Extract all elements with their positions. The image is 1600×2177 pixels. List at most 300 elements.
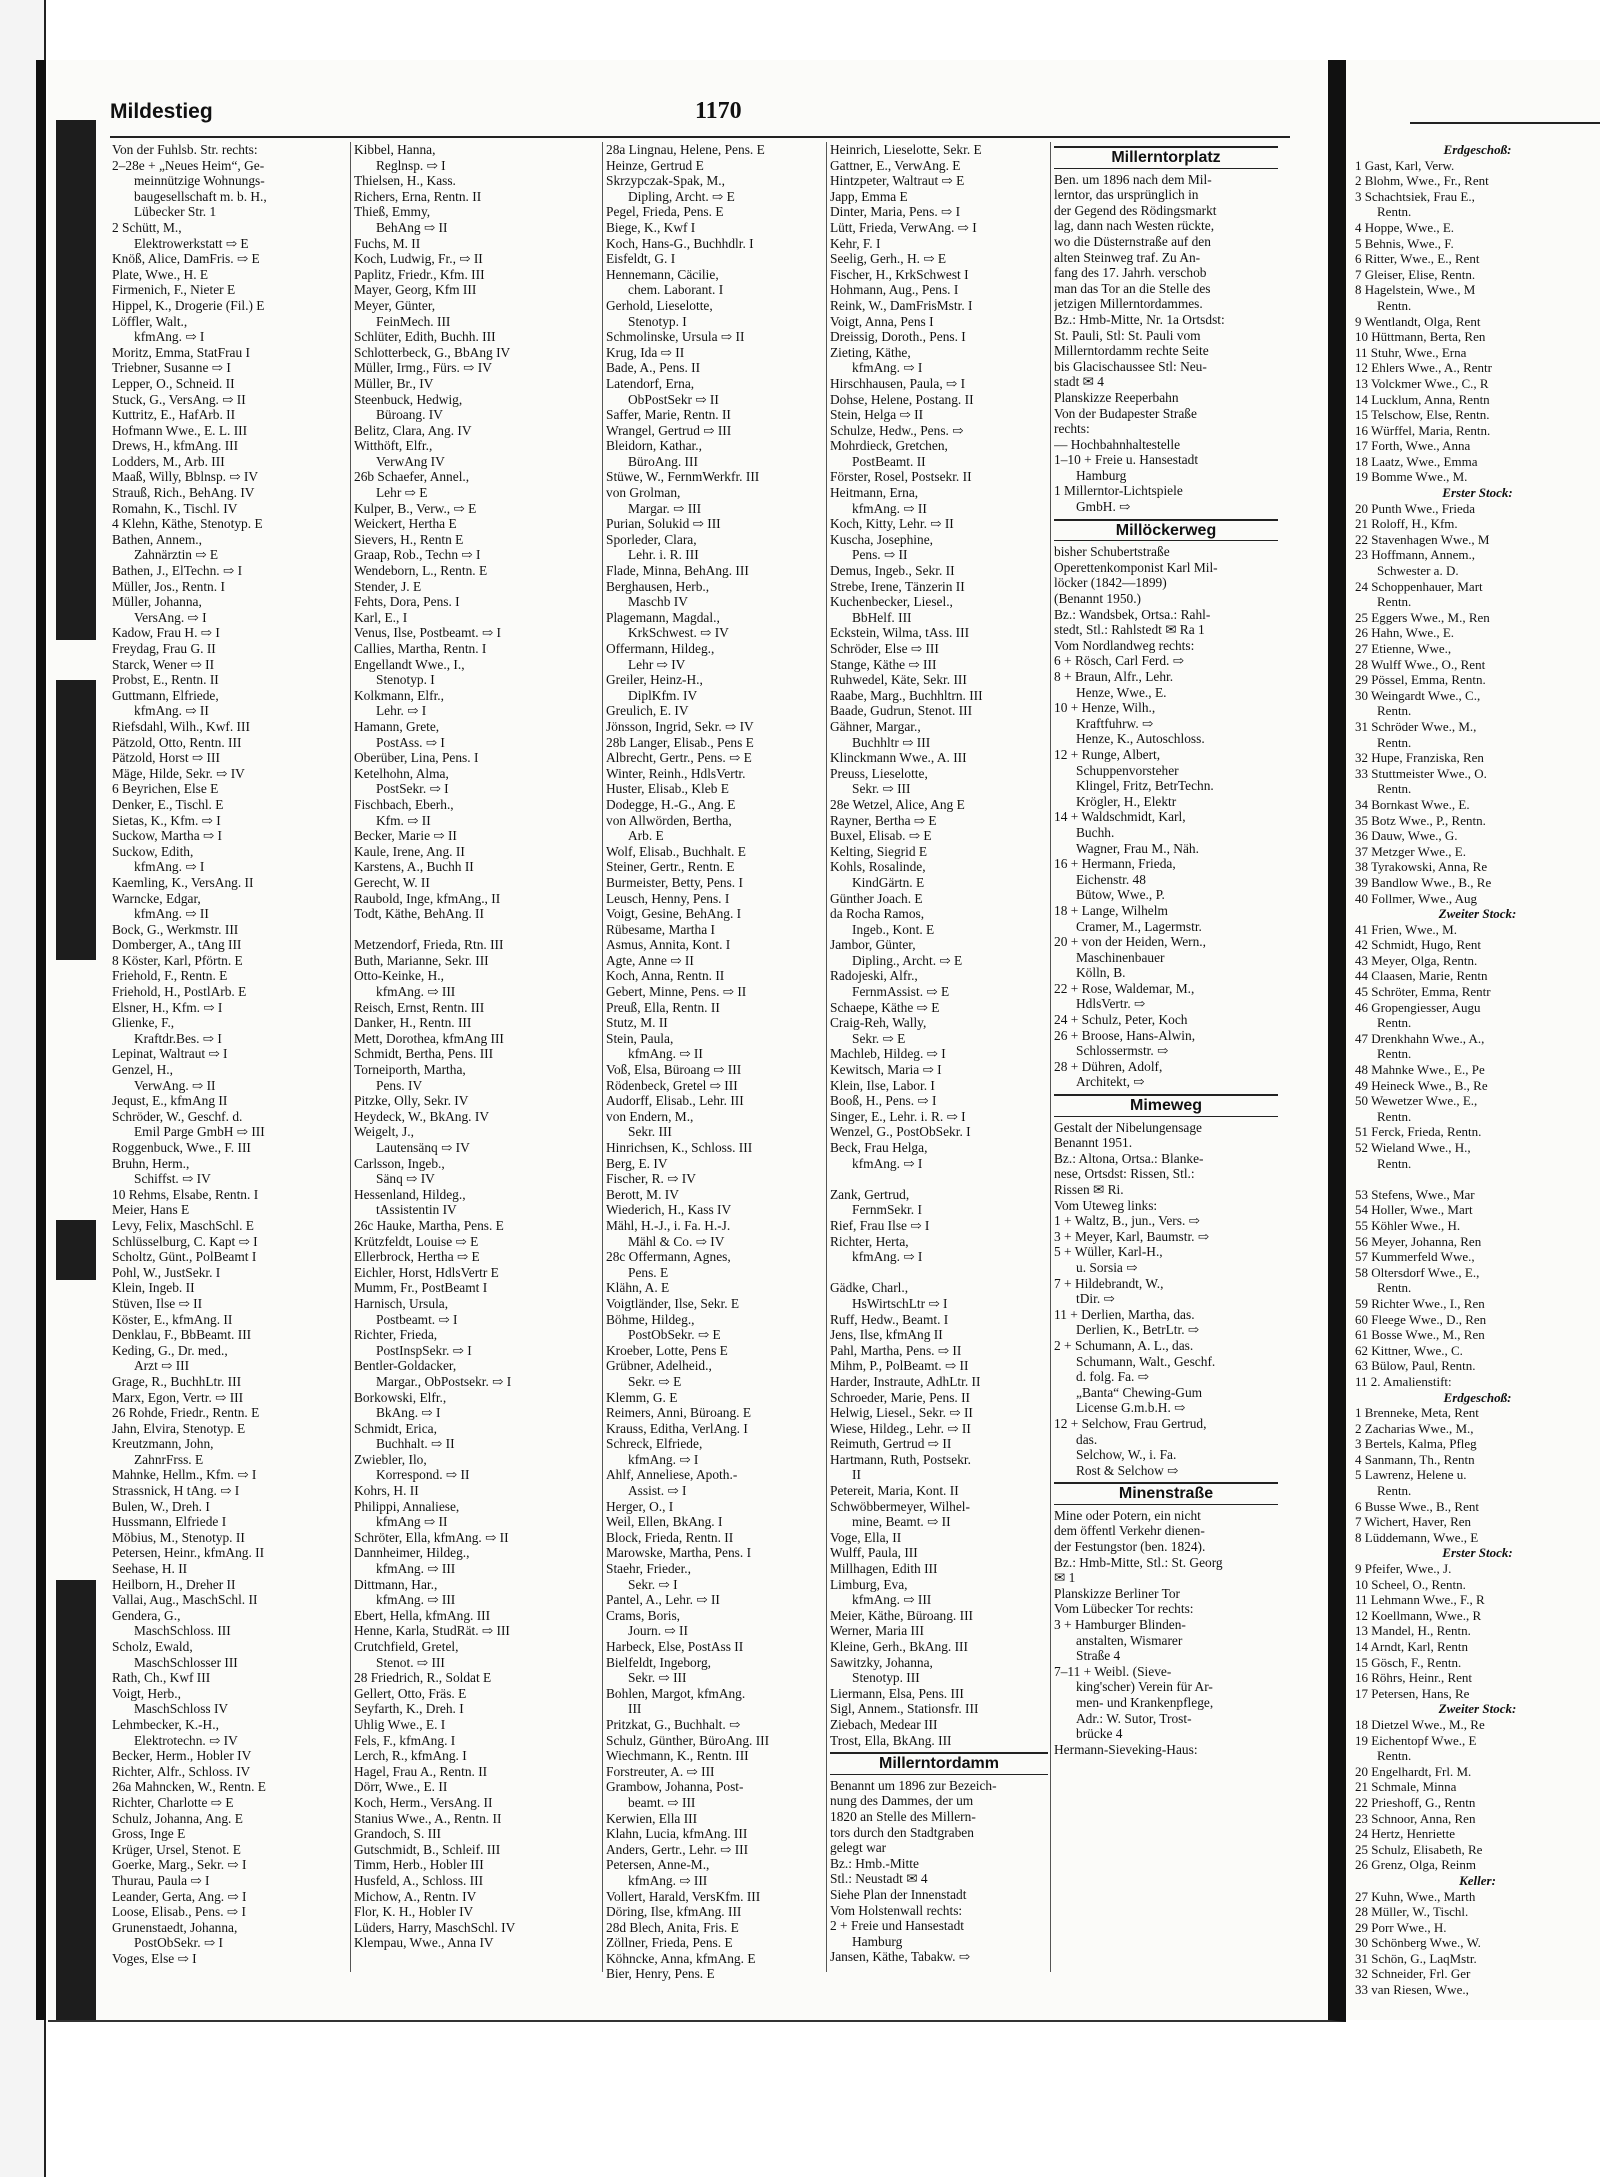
directory-entry: Triebner, Susanne ⇨ I xyxy=(112,360,231,376)
directory-entry: Elektrowerkstatt ⇨ E xyxy=(134,235,249,251)
directory-entry: Lüders, Harry, MaschSchl. IV xyxy=(354,1919,516,1935)
directory-entry: Goerke, Marg., Sekr. ⇨ I xyxy=(112,1857,247,1873)
directory-entry: Bielfeldt, Ingeborg, xyxy=(606,1654,711,1670)
directory-entry: Borkowski, Elfr., xyxy=(354,1389,447,1405)
directory-entry: ObPostSekr ⇨ II xyxy=(628,391,719,407)
directory-entry: d. folg. Fa. ⇨ xyxy=(1076,1369,1149,1385)
directory-entry: Scholtz, Günt., PolBeamt I xyxy=(112,1249,257,1265)
directory-entry: Heitmann, Erna, xyxy=(830,485,919,501)
directory-entry: Zahnärztin ⇨ E xyxy=(134,547,219,563)
directory-entry: Lodders, M., Arb. III xyxy=(112,453,225,469)
directory-entry: kfmAng. ⇨ II xyxy=(134,906,209,922)
resident-entry: 26 Hahn, Wwe., E. xyxy=(1355,625,1455,641)
directory-entry: 14 + Waldschmidt, Karl, xyxy=(1054,809,1186,825)
resident-entry: 34 Bornkast Wwe., E. xyxy=(1355,796,1470,812)
directory-entry: Radojeski, Alfr., xyxy=(830,968,918,984)
directory-entry: Leusch, Henny, Pens. I xyxy=(606,890,730,906)
directory-entry: Pahl, Martha, Pens. ⇨ II xyxy=(830,1342,962,1358)
resident-entry: 16 Röhrs, Heinr., Rent xyxy=(1355,1670,1472,1686)
directory-entry: Hinrichsen, K., Schloss. III xyxy=(606,1140,753,1155)
directory-entry: Rödenbeck, Gretel ⇨ III xyxy=(606,1077,738,1093)
directory-entry: nese, Ortsdst: Rissen, Stl.: xyxy=(1054,1166,1195,1182)
directory-entry: Moritz, Emma, StatFrau I xyxy=(112,344,250,360)
directory-entry: Heinrich, Lieselotte, Sekr. E xyxy=(830,142,982,157)
directory-entry: Timm, Herb., Hobler III xyxy=(354,1857,484,1873)
directory-entry: Lütt, Frieda, VerwAng. ⇨ I xyxy=(830,219,977,235)
directory-entry: FernmAssist. ⇨ E xyxy=(852,984,950,1000)
directory-entry: Müller, Irmg., Fürs. ⇨ IV xyxy=(354,360,492,376)
directory-entry: Fischbach, Eberh., xyxy=(354,796,454,812)
directory-entry: Witthöft, Elfr., xyxy=(354,438,433,454)
directory-entry: Suckow, Edith, xyxy=(112,843,194,859)
directory-entry: 5 + Wüller, Karl-H., xyxy=(1054,1244,1163,1260)
directory-entry: Forstreuter, A. ⇨ III xyxy=(606,1763,715,1779)
directory-entry: 28 + Dühren, Adolf, xyxy=(1054,1058,1163,1074)
directory-entry: Postbeamt. ⇨ I xyxy=(376,1311,458,1327)
resident-entry: 21 Schmale, Minna xyxy=(1355,1779,1457,1795)
directory-entry: Schuppenvorsteher xyxy=(1076,762,1179,778)
directory-entry: rechts: xyxy=(1054,421,1090,437)
directory-entry: Stenotyp. III xyxy=(852,1670,920,1686)
directory-column-5 xyxy=(1054,142,1278,1982)
directory-entry: da Rocha Ramos, xyxy=(830,906,925,922)
directory-entry: Wagner, Frau M., Näh. xyxy=(1076,840,1199,856)
directory-entry: Dipling, Archt. ⇨ E xyxy=(628,188,735,204)
directory-entry: Winter, Reinh., HdlsVertr. xyxy=(606,765,746,781)
directory-entry: Anders, Gertr., Lehr. ⇨ III xyxy=(606,1841,749,1857)
directory-entry: Buchhalt. ⇨ II xyxy=(376,1436,455,1452)
directory-entry: „Banta“ Chewing-Gum xyxy=(1076,1384,1203,1400)
directory-entry: Buchh. xyxy=(1076,824,1115,840)
directory-entry: Werner, Maria III xyxy=(830,1623,924,1639)
resident-entry: 1 Brenneke, Meta, Rent xyxy=(1355,1405,1479,1421)
directory-entry: Biege, K., Kwf I xyxy=(606,219,696,235)
directory-entry: Schulz, Johanna, Ang. E xyxy=(112,1810,243,1826)
directory-entry: Sekr. ⇨ I xyxy=(628,1576,678,1592)
directory-entry: Strauß, Rich., BehAng. IV xyxy=(112,485,255,501)
directory-entry: (Benannt 1950.) xyxy=(1054,591,1142,607)
resident-entry: 33 Stuttmeister Wwe., O. xyxy=(1355,765,1487,781)
resident-entry: 17 Forth, Wwe., Anna xyxy=(1355,438,1471,454)
directory-entry: Eichler, Horst, HdlsVertr E xyxy=(354,1264,499,1280)
directory-entry: Selchow, W., i. Fa. xyxy=(1076,1447,1177,1463)
directory-entry: Bathen, J., ElTechn. ⇨ I xyxy=(112,563,243,579)
directory-entry: Audorff, Elisab., Lehr. III xyxy=(606,1093,744,1109)
directory-entry: BüroAng. III xyxy=(628,453,698,469)
directory-entry: Kfm. ⇨ II xyxy=(376,812,431,828)
directory-entry: Voigt, Anna, Pens I xyxy=(830,313,934,329)
directory-entry: Flor, K. H., Hobler IV xyxy=(354,1904,474,1920)
directory-entry: Von der Fuhlsb. Str. rechts: xyxy=(112,142,258,157)
directory-entry: Gebert, Minne, Pens. ⇨ II xyxy=(606,984,747,1000)
directory-entry: Reisch, Ernst, Rentn. III xyxy=(354,999,485,1015)
resident-entry: 18 Dietzel Wwe., M., Re xyxy=(1355,1716,1485,1732)
resident-entry: 21 Roloff, H., Kfm. xyxy=(1355,516,1458,532)
resident-entry: 20 Punth Wwe., Frieda xyxy=(1355,500,1475,516)
directory-entry: 8 Köster, Karl, Pförtn. E xyxy=(112,952,243,968)
directory-entry: Müller, Jos., Rentn. I xyxy=(112,578,225,594)
directory-entry: Schlüsselburg, C. Kapt ⇨ I xyxy=(112,1233,258,1249)
directory-entry: der Gegend des Rödingsmarkt xyxy=(1054,202,1217,218)
directory-column-3 xyxy=(606,142,824,1982)
resident-entry: 36 Dauw, Wwe., G. xyxy=(1355,828,1458,844)
directory-entry: Arzt ⇨ III xyxy=(134,1358,190,1374)
directory-entry: 11 + Derlien, Martha, das. xyxy=(1054,1306,1195,1322)
directory-entry: Lautensänq ⇨ IV xyxy=(376,1140,470,1155)
directory-entry: kfmAng. ⇨ III xyxy=(376,1592,456,1608)
directory-entry: Stender, J. E xyxy=(354,578,422,594)
directory-entry: 12 + Runge, Albert, xyxy=(1054,746,1161,762)
directory-entry: Saffer, Marie, Rentn. II xyxy=(606,407,731,423)
directory-entry: Henze, Wwe., E. xyxy=(1076,684,1167,700)
directory-entry: Meier, Hans E xyxy=(112,1202,190,1218)
street-section-title: Mimeweg xyxy=(1054,1094,1278,1117)
directory-entry: Bohlen, Margot, kfmAng. xyxy=(606,1685,746,1701)
directory-entry: KrkSchwest. ⇨ IV xyxy=(628,625,729,641)
directory-entry: Hofmann Wwe., E. L. III xyxy=(112,422,248,438)
directory-entry: Hamann, Grete, xyxy=(354,718,440,734)
resident-entry: 6 Busse Wwe., B., Rent xyxy=(1355,1498,1479,1514)
directory-entry: Lehmbecker, K.-H., xyxy=(112,1716,219,1732)
resident-entry: 13 Mandel, H., Rentn. xyxy=(1355,1623,1471,1639)
directory-entry: Reink, W., DamFrisMstr. I xyxy=(830,297,973,313)
directory-entry: Denker, E., Tischl. E xyxy=(112,796,224,812)
directory-entry: Richers, Erna, Rentn. II xyxy=(354,188,482,204)
directory-entry: Siehe Plan der Innenstadt xyxy=(830,1886,967,1902)
directory-entry: Henne, Karla, StudRät. ⇨ III xyxy=(354,1623,510,1639)
directory-entry: Thielsen, H., Kass. xyxy=(354,173,456,189)
directory-entry: Pens. E xyxy=(628,1264,669,1280)
directory-entry: Klempau, Wwe., Anna IV xyxy=(354,1935,494,1951)
directory-entry: ✉ 1 xyxy=(1054,1570,1076,1586)
directory-entry: Beck, Frau Helga, xyxy=(830,1140,928,1155)
directory-entry: Heilborn, H., Dreher II xyxy=(112,1576,236,1592)
directory-entry: baugesellschaft m. b. H., xyxy=(134,188,267,204)
directory-entry: Kleine, Gerh., BkAng. III xyxy=(830,1639,968,1654)
resident-entry: 32 Schneider, Frl. Ger xyxy=(1355,1966,1471,1982)
column-divider xyxy=(602,142,603,1972)
floor-heading: Erdgeschoß: xyxy=(1443,1389,1512,1405)
directory-entry: Lehr. i. R. III xyxy=(628,547,699,563)
directory-entry: Müller, Br., IV xyxy=(354,375,434,391)
directory-entry: fang des 17. Jahrh. verschob xyxy=(1054,265,1207,281)
directory-entry: Zieting, Käthe, xyxy=(830,344,911,360)
directory-entry: Karl, E., I xyxy=(354,609,408,625)
directory-entry: Carlsson, Ingeb., xyxy=(354,1155,445,1171)
directory-entry: alten Steinweg traf. Zu An- xyxy=(1054,249,1201,265)
directory-entry: Jansen, Käthe, Tabakw. ⇨ xyxy=(830,1949,971,1965)
directory-entry: wo die Düsternstraße auf den xyxy=(1054,233,1211,249)
directory-entry: Schröder, Else ⇨ III xyxy=(830,641,939,656)
directory-entry: Fels, F., kfmAng. I xyxy=(354,1732,456,1748)
directory-entry: Grübner, Adelheid., xyxy=(606,1358,712,1374)
directory-entry: Trost, Ella, BkAng. III xyxy=(830,1732,952,1748)
directory-entry: Sekr. ⇨ E xyxy=(852,1030,906,1046)
resident-entry: 11 Lehmann Wwe., F., R xyxy=(1355,1592,1485,1608)
directory-entry: Vom Lübecker Tor rechts: xyxy=(1054,1601,1194,1617)
directory-entry: 28e Wetzel, Alice, Ang E xyxy=(830,796,965,812)
directory-entry: Elsner, H., Kfm. ⇨ I xyxy=(112,999,223,1015)
directory-entry: Flade, Minna, BehAng. III xyxy=(606,563,749,579)
directory-entry: der Festungstor (ben. 1824). xyxy=(1054,1539,1206,1555)
street-section-title: Minenstraße xyxy=(1054,1482,1278,1505)
resident-entry: 15 Telschow, Else, Rentn. xyxy=(1355,407,1490,423)
directory-entry: Fehts, Dora, Pens. I xyxy=(354,594,460,610)
directory-entry: Vollert, Harald, VersKfm. III xyxy=(606,1888,761,1904)
directory-entry: Helwig, Liesel., Sekr. ⇨ II xyxy=(830,1405,973,1421)
directory-entry: Ellerbrock, Hertha ⇨ E xyxy=(354,1249,480,1265)
directory-entry: Derlien, K., BetrLtr. ⇨ xyxy=(1076,1322,1200,1338)
directory-entry: Von der Budapester Straße xyxy=(1054,405,1197,421)
directory-entry: Schumann, Walt., Geschf. xyxy=(1076,1353,1216,1369)
directory-entry: Romahn, K., Tischl. IV xyxy=(112,500,238,516)
adjacent-page-column xyxy=(1355,142,1600,1998)
directory-entry: nung des Dammes, der um xyxy=(830,1793,974,1809)
directory-entry: Gellert, Otto, Fräs. E xyxy=(354,1685,467,1701)
resident-entry: 19 Bomme Wwe., M. xyxy=(1355,469,1468,485)
directory-entry: Mett, Dorothea, kfmAng III xyxy=(354,1030,504,1046)
directory-entry: Möbius, M., Stenotyp. II xyxy=(112,1529,245,1545)
directory-entry: lag, dann nach Westen rückte, xyxy=(1054,218,1215,234)
resident-entry: 37 Metzger Wwe., E. xyxy=(1355,843,1466,859)
directory-entry: Benannt um 1896 zur Bezeich- xyxy=(830,1777,997,1793)
resident-entry: 22 Stavenhagen Wwe., M xyxy=(1355,531,1490,547)
resident-entry: 4 Hoppe, Wwe., E. xyxy=(1355,219,1455,235)
directory-entry: Richter, Herta, xyxy=(830,1233,909,1249)
directory-entry: III xyxy=(628,1701,642,1717)
directory-entry: Reimuth, Gertrud ⇨ II xyxy=(830,1436,952,1452)
directory-entry: Block, Frieda, Rentn. II xyxy=(606,1529,734,1545)
resident-entry: 40 Follmer, Wwe., Aug xyxy=(1355,890,1478,906)
directory-entry: Leander, Gerta, Ang. ⇨ I xyxy=(112,1888,247,1904)
directory-entry: Becker, Herm., Hobler IV xyxy=(112,1748,252,1764)
directory-entry: Bleidorn, Kathar., xyxy=(606,438,702,454)
directory-entry: Schwöbbermeyer, Wilhel- xyxy=(830,1498,970,1514)
resident-entry: Rentn. xyxy=(1377,204,1412,220)
directory-entry: Engellandt Wwe., I., xyxy=(354,656,465,672)
directory-entry: Cramer, M., Lagermstr. xyxy=(1076,918,1202,934)
directory-entry: Schiffst. ⇨ IV xyxy=(134,1171,211,1187)
directory-entry: FeinMech. III xyxy=(376,313,451,329)
directory-entry: kfmAng. ⇨ I xyxy=(852,1249,923,1265)
directory-entry: Förster, Rosel, Postsekr. II xyxy=(830,469,972,485)
directory-entry: 2 + Schumann, A. L., das. xyxy=(1054,1337,1194,1353)
directory-entry: Rübesame, Martha I xyxy=(606,921,715,937)
resident-entry: Rentn. xyxy=(1377,297,1412,313)
binding-stamp-mark xyxy=(54,120,110,2020)
scan-border xyxy=(0,0,46,2177)
resident-entry: Rentn. xyxy=(1377,1015,1412,1031)
directory-entry: Asmus, Annita, Kont. I xyxy=(606,937,731,953)
directory-entry: Pantel, A., Lehr. ⇨ II xyxy=(606,1592,720,1608)
directory-entry: Kraftdr.Bes. ⇨ I xyxy=(134,1030,222,1046)
directory-entry: Kuchenbecker, Liesel., xyxy=(830,594,953,610)
directory-entry: 1–10 + Freie u. Hansestadt xyxy=(1054,452,1199,468)
directory-entry: Warncke, Edgar, xyxy=(112,890,201,906)
directory-entry: Klein, Ingeb. II xyxy=(112,1280,195,1296)
directory-entry: Kelting, Siegrid E xyxy=(830,843,928,859)
resident-entry: 7 Gleiser, Elise, Rentn. xyxy=(1355,266,1476,282)
directory-entry: Schmidt, Erica, xyxy=(354,1420,437,1436)
directory-entry: Maschb IV xyxy=(628,594,688,610)
directory-entry: 28a Lingnau, Helene, Pens. E xyxy=(606,142,765,157)
directory-entry: Sievers, H., Rentn E xyxy=(354,531,464,547)
directory-entry: Starck, Wener ⇨ II xyxy=(112,656,215,672)
directory-entry: Mayer, Georg, Kfm III xyxy=(354,282,477,298)
directory-entry: Dittmann, Har., xyxy=(354,1576,438,1592)
directory-entry: Lehr ⇨ E xyxy=(376,485,428,501)
directory-entry: Berg, E. IV xyxy=(606,1155,668,1171)
directory-entry: Sekr. ⇨ E xyxy=(628,1373,682,1389)
directory-entry: Ahlf, Anneliese, Apoth.- xyxy=(606,1467,738,1483)
resident-entry: 28 Müller, W., Tischl. xyxy=(1355,1904,1469,1920)
directory-entry: kfmAng. ⇨ II xyxy=(852,500,927,516)
directory-entry: Dodegge, H.-G., Ang. E xyxy=(606,796,736,812)
directory-entry: Buth, Marianne, Sekr. III xyxy=(354,952,489,968)
directory-entry: Wiechmann, K., Rentn. III xyxy=(606,1748,749,1764)
directory-entry: Rief, Frau Ilse ⇨ I xyxy=(830,1217,930,1233)
directory-entry: kfmAng. ⇨ I xyxy=(852,1155,923,1171)
page-header xyxy=(110,100,1290,134)
directory-entry: Kuttritz, E., HafArb. II xyxy=(112,407,236,423)
directory-entry: Todt, Käthe, BehAng. II xyxy=(354,906,484,922)
directory-entry: Zank, Gertrud, xyxy=(830,1186,910,1202)
directory-entry: Raubold, Inge, kfmAng., II xyxy=(354,890,501,906)
directory-entry: Pohl, W., JustSekr. I xyxy=(112,1264,221,1280)
resident-entry: 59 Richter Wwe., I., Ren xyxy=(1355,1295,1485,1311)
resident-entry: 1 Gast, Karl, Verw. xyxy=(1355,157,1455,173)
directory-entry: Crutchfield, Gretel, xyxy=(354,1639,459,1654)
resident-entry: 53 Stefens, Wwe., Mar xyxy=(1355,1186,1475,1202)
directory-entry: Kewitsch, Maria ⇨ I xyxy=(830,1062,942,1078)
directory-entry: Mohrdieck, Gretchen, xyxy=(830,438,948,454)
directory-entry: Richter, Charlotte ⇨ E xyxy=(112,1794,234,1810)
directory-entry: men- und Krankenpflege, xyxy=(1076,1695,1214,1710)
resident-entry: 45 Schröter, Emma, Rentr xyxy=(1355,984,1491,1000)
directory-entry: Liermann, Elsa, Pens. III xyxy=(830,1685,964,1701)
directory-entry: Limburg, Eva, xyxy=(830,1576,908,1592)
directory-entry: Latendorf, Erna, xyxy=(606,375,695,391)
directory-entry: 6 + Rösch, Carl Ferd. ⇨ xyxy=(1054,653,1184,669)
directory-entry: Reglnsp. ⇨ I xyxy=(376,157,446,173)
directory-entry: Wiese, Hildeg., Lehr. ⇨ II xyxy=(830,1420,971,1436)
street-section-title: Millöckerweg xyxy=(1054,519,1278,542)
directory-entry: Bier, Henry, Pens. E xyxy=(606,1966,715,1982)
resident-entry: 61 Bosse Wwe., M., Ren xyxy=(1355,1327,1485,1343)
directory-entry: Riefsdahl, Wilh., Kwf. III xyxy=(112,718,250,734)
directory-entry: 28 Friedrich, R., Soldat E xyxy=(354,1670,492,1686)
directory-entry: Gendera, G., xyxy=(112,1607,181,1623)
street-section-title: Millerntorplatz xyxy=(1054,146,1278,169)
directory-entry: Lepper, O., Schneid. II xyxy=(112,375,235,391)
directory-entry: Sigl, Annem., Stationsfr. III xyxy=(830,1701,979,1717)
directory-entry: Weickert, Hertha E xyxy=(354,516,457,532)
directory-entry: Mihm, P., PolBeamt. ⇨ II xyxy=(830,1358,969,1374)
resident-entry: 23 Schnoor, Anna, Ren xyxy=(1355,1810,1476,1826)
directory-entry: Dipling., Archt. ⇨ E xyxy=(852,952,963,968)
directory-entry: 10 + Henze, Wilh., xyxy=(1054,700,1156,716)
directory-entry: Jequst, E., kfmAng II xyxy=(112,1093,228,1109)
directory-entry: tDir. ⇨ xyxy=(1076,1291,1115,1307)
directory-entry: Kerwien, Ella III xyxy=(606,1810,698,1826)
directory-entry: kfmAng. ⇨ I xyxy=(134,859,205,875)
directory-entry: Operettenkomponist Karl Mil- xyxy=(1054,559,1218,575)
resident-entry: 3 Schachtsiek, Frau E., xyxy=(1355,188,1475,204)
directory-entry: Kulper, B., Verw., ⇨ E xyxy=(354,500,477,516)
directory-entry: Pritzkat, G., Buchhalt. ⇨ xyxy=(606,1716,741,1732)
directory-entry: Sekr. ⇨ III xyxy=(852,781,911,797)
directory-entry: VerwAng. ⇨ II xyxy=(134,1077,216,1093)
directory-entry: Kaemling, K., VersAng. II xyxy=(112,874,254,890)
resident-entry: 50 Wewetzer Wwe., E., xyxy=(1355,1093,1478,1109)
column-divider xyxy=(350,142,351,1972)
resident-entry: 23 Hoffmann, Annem., xyxy=(1355,547,1475,563)
directory-entry: Kuscha, Josephine, xyxy=(830,531,934,547)
directory-entry: Danker, H., Rentn. III xyxy=(354,1015,472,1031)
directory-entry: Bock, G., Werkmstr. III xyxy=(112,921,239,937)
resident-entry: 25 Eggers Wwe., M., Ren xyxy=(1355,609,1490,625)
directory-entry: Schlossermstr. ⇨ xyxy=(1076,1043,1169,1059)
directory-entry: Berott, M. IV xyxy=(606,1186,679,1202)
directory-entry: Denklau, F., BbBeamt. III xyxy=(112,1327,252,1343)
directory-entry: Japp, Emma E xyxy=(830,188,908,204)
resident-entry: 2 Zacharias Wwe., M., xyxy=(1355,1420,1474,1436)
directory-entry: Koch, Hans-G., Buchhdlr. I xyxy=(606,235,754,251)
directory-entry: Weigelt, J., xyxy=(354,1124,414,1140)
directory-entry: Korrespond. ⇨ II xyxy=(376,1467,470,1483)
directory-entry: Löffler, Walt., xyxy=(112,313,188,329)
directory-entry: 3 + Hamburger Blinden- xyxy=(1054,1617,1186,1633)
floor-heading: Zweiter Stock: xyxy=(1438,906,1517,922)
floor-heading: Erdgeschoß: xyxy=(1443,142,1512,157)
directory-entry: Harnisch, Ursula, xyxy=(354,1295,449,1311)
directory-entry: Pegel, Frieda, Pens. E xyxy=(606,204,724,220)
directory-entry: Schmolinske, Ursula ⇨ II xyxy=(606,329,745,345)
directory-entry: Emil Parge GmbH ⇨ III xyxy=(134,1124,265,1140)
directory-entry: Bz.: Wandsbek, Ortsa.: Rahl- xyxy=(1054,606,1211,622)
resident-entry: 16 Würffel, Maria, Rentn. xyxy=(1355,422,1491,438)
resident-entry: Rentn. xyxy=(1377,1155,1412,1171)
directory-entry: kfmAng. ⇨ I xyxy=(134,329,205,345)
directory-entry: 26 + Broose, Hans-Alwin, xyxy=(1054,1027,1196,1043)
directory-entry: 1 Millerntor-Lichtspiele xyxy=(1054,483,1183,499)
directory-entry: Kohrs, H. II xyxy=(354,1483,419,1499)
directory-entry: Raabe, Marg., Buchhltrn. III xyxy=(830,687,983,703)
directory-entry: Döring, Ilse, kfmAng. III xyxy=(606,1904,742,1920)
resident-entry: 5 Behnis, Wwe., F. xyxy=(1355,235,1454,251)
directory-entry: Bz.: Altona, Ortsa.: Blanke- xyxy=(1054,1150,1204,1166)
resident-entry: 27 Kuhn, Wwe., Marth xyxy=(1355,1888,1476,1904)
directory-entry: Gädke, Charl., xyxy=(830,1280,909,1296)
directory-entry: Schroeder, Marie, Pens. II xyxy=(830,1389,971,1405)
directory-entry: PostBeamt. II xyxy=(852,453,926,469)
directory-entry: Dörr, Wwe., E. II xyxy=(354,1779,448,1795)
directory-entry: kfmAng. ⇨ III xyxy=(376,984,456,1000)
resident-entry: 2 Blohm, Wwe., Fr., Rent xyxy=(1355,173,1489,189)
directory-entry: man das Tor an die Stelle des xyxy=(1054,280,1211,296)
directory-entry: Gutschmidt, B., Schleif. III xyxy=(354,1841,501,1857)
directory-entry: Domberger, A., tAng III xyxy=(112,937,242,953)
directory-entry: Hohmann, Aug., Pens. I xyxy=(830,282,959,298)
directory-entry: bis Glacischaussee Stl: Neu- xyxy=(1054,358,1207,374)
directory-entry: kfmAng. ⇨ III xyxy=(376,1561,456,1577)
resident-entry: 47 Drenkhahn Wwe., A., xyxy=(1355,1030,1485,1046)
adjacent-page-rule xyxy=(1410,122,1600,124)
directory-entry: — Hochbahnhaltestelle xyxy=(1054,436,1181,452)
resident-entry: 60 Fleege Wwe., D., Ren xyxy=(1355,1311,1487,1327)
directory-entry: Klahn, Lucia, kfmAng. III xyxy=(606,1826,748,1842)
directory-entry: 24 + Schulz, Peter, Koch xyxy=(1054,1012,1188,1028)
